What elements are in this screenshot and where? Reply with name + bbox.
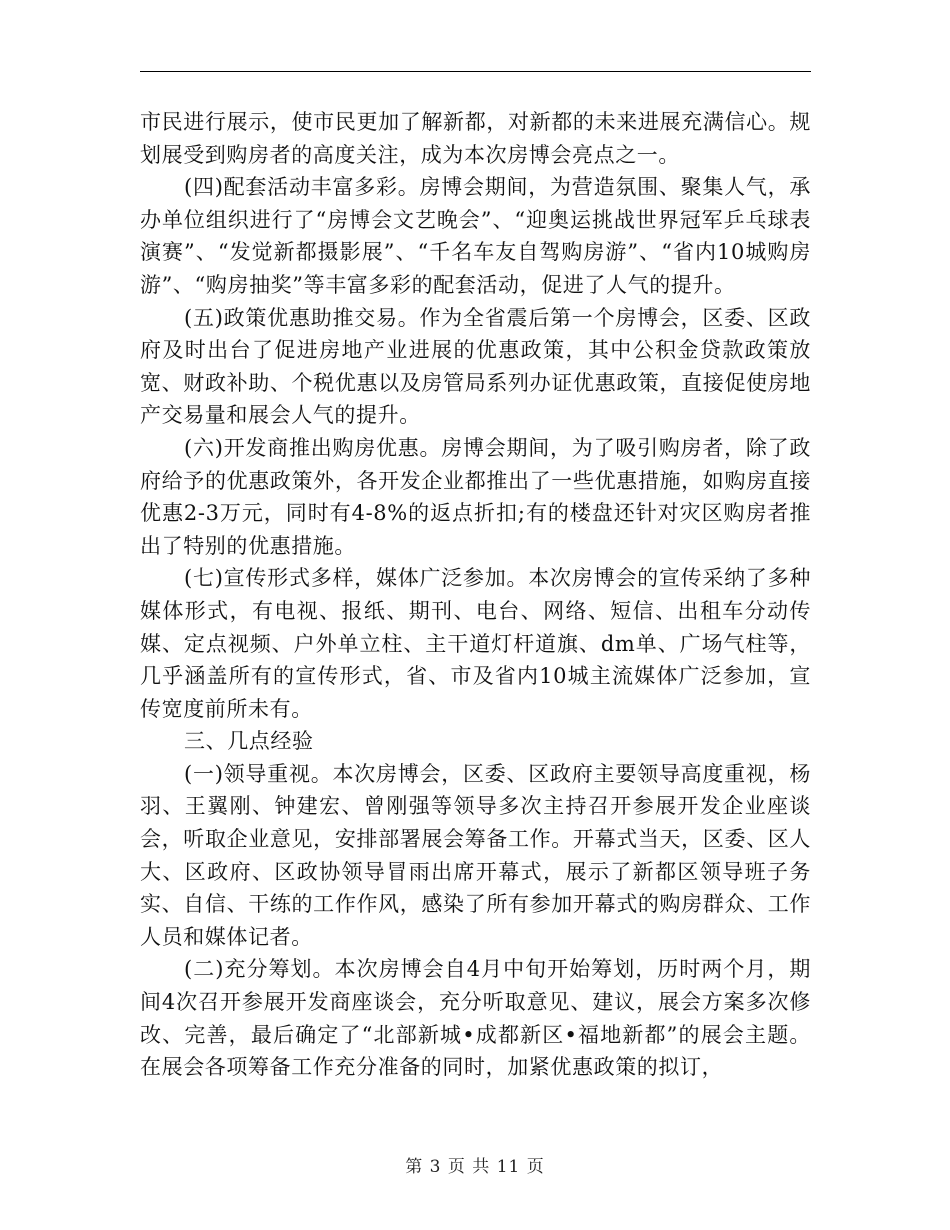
paragraph: (一)领导重视。本次房博会，区委、区政府主要领导高度重视，杨羽、王翼刚、钟建宏、曾刚强等领导多次主持召开参展开发企业座谈会，听取企业意见，安排部署展会筹备工作。开幕式当天，区委、区人大、区政府、区政协领导冒雨出席开幕式，展示了新都区领导班子务实、自信、干练的工作作风，感染了所有参加开幕式的购房群众、工作人员和媒体记者。 [140, 761, 811, 949]
paragraph: 三、几点经验 [184, 729, 314, 754]
paragraph: (二)充分筹划。本次房博会自4月中旬开始筹划，历时两个月，期间4次召开参展开发商座谈会，充分听取意见、建议，展会方案多次修改、完善，最后确定了“北部新城•成都新区•福地新都”的展会主题。在展会各项筹备工作充分准备的同时，加紧优惠政策的拟订， [140, 957, 811, 1080]
paragraph: 市民进行展示，使市民更加了解新都，对新都的未来进展充满信心。规划展受到购房者的高度关注，成为本次房博会亮点之一。 [140, 110, 811, 167]
page-number: 第 3 页 共 11 页 [405, 1157, 545, 1177]
paragraph: (七)宣传形式多样，媒体广泛参加。本次房博会的宣传采纳了多种媒体形式，有电视、报纸、期刊、电台、网络、短信、出租车分动传媒、定点视频、户外单立柱、主干道灯杆道旗、dm单、广场气柱等，几乎涵盖所有的宣传形式，省、市及省内10城主流媒体广泛参加，宣传宽度前所未有。 [140, 566, 811, 721]
paragraph: (四)配套活动丰富多彩。房博会期间，为营造氛围、聚集人气，承办单位组织进行了“房博会文艺晚会”、“迎奥运挑战世界冠军乒乓球表演赛”、“发觉新都摄影展”、“千名车友自驾购房游”、“省内10城购房游”、“购房抽奖”等丰富多彩的配套活动，促进了人气的提升。 [140, 175, 811, 297]
document-body [140, 106, 811, 1084]
header-rule [140, 71, 811, 72]
paragraph: (五)政策优惠助推交易。作为全省震后第一个房博会，区委、区政府及时出台了促进房地产业进展的优惠政策，其中公积金贷款政策放宽、财政补助、个税优惠以及房管局系列办证优惠政策，直接促使房地产交易量和展会人气的提升。 [140, 305, 811, 428]
paragraph: (六)开发商推出购房优惠。房博会期间，为了吸引购房者，除了政府给予的优惠政策外，各开发企业都推出了一些优惠措施，如购房直接优惠2-3万元，同时有4-8%的返点折扣;有的楼盘还针对灾区购房者推出了特别的优惠措施。 [140, 435, 811, 558]
